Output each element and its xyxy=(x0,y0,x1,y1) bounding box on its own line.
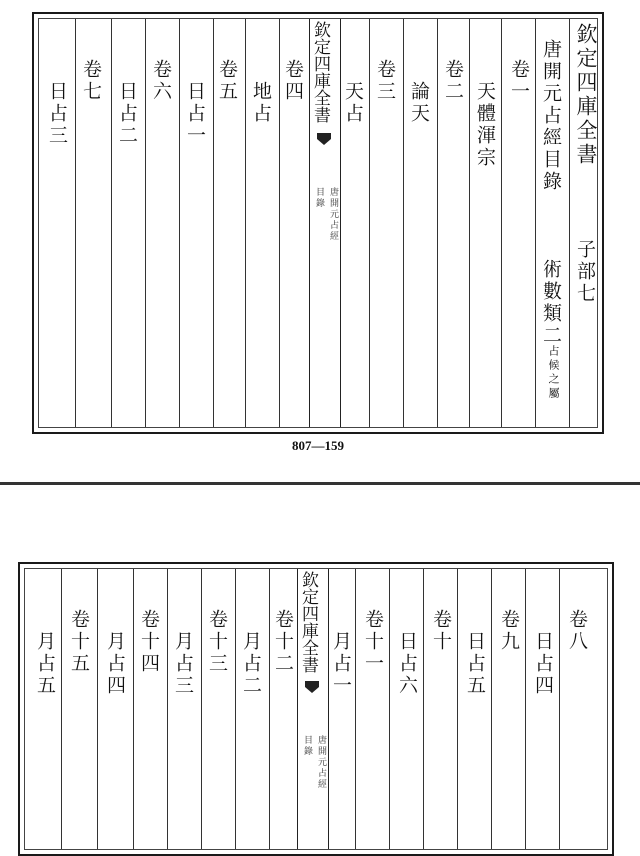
chapter-entry: 日占六 xyxy=(396,631,418,697)
chapter-heading: 卷七 xyxy=(80,59,102,103)
column-rule xyxy=(235,569,236,849)
column-rule xyxy=(201,569,202,849)
chapter-entry: 日占四 xyxy=(532,631,554,697)
chapter-entry: 月占四 xyxy=(104,631,126,697)
column-rule xyxy=(403,19,404,427)
column-rule xyxy=(389,569,390,849)
gutter-title: 唐開元占經 xyxy=(328,187,338,242)
gutter-label: 目錄 xyxy=(302,735,312,757)
chapter-entry: 天占 xyxy=(342,81,364,125)
chapter-heading: 卷十五 xyxy=(68,609,90,675)
chapter-heading: 卷四 xyxy=(282,59,304,103)
gutter-label: 目錄 xyxy=(314,187,324,209)
chapter-heading: 卷三 xyxy=(374,59,396,103)
gutter-title: 唐開元占經 xyxy=(316,735,326,790)
column-rule xyxy=(369,19,370,427)
subcategory-note: 占候之屬 xyxy=(547,345,560,401)
category-label: 子部七 xyxy=(574,239,596,305)
chapter-heading: 卷十三 xyxy=(206,609,228,675)
gutter-header: 欽定四庫全書 xyxy=(298,571,318,673)
chapter-entry: 月占二 xyxy=(240,631,262,697)
column-rule xyxy=(97,569,98,849)
chapter-heading: 卷十四 xyxy=(138,609,160,675)
column-rule xyxy=(491,569,492,849)
column-rule xyxy=(569,19,570,427)
column-rule xyxy=(61,569,62,849)
column-rule xyxy=(269,569,270,849)
chapter-entry: 日占三 xyxy=(46,81,68,147)
column-rule xyxy=(145,19,146,427)
chapter-heading: 卷九 xyxy=(498,609,520,653)
chapter-heading: 卷十 xyxy=(430,609,452,653)
page-number: 807—159 xyxy=(292,438,344,453)
column-rule xyxy=(213,19,214,427)
page-2-frame xyxy=(24,568,608,850)
column-rule xyxy=(559,569,560,849)
column-rule xyxy=(133,569,134,849)
column-rule xyxy=(75,19,76,427)
chapter-heading: 卷六 xyxy=(150,59,172,103)
column-rule xyxy=(167,569,168,849)
chapter-heading: 卷八 xyxy=(566,609,588,653)
column-rule xyxy=(111,19,112,427)
chapter-entry: 月占三 xyxy=(172,631,194,697)
chapter-heading: 卷二 xyxy=(442,59,464,103)
book-title-header: 欽定四庫全書 xyxy=(574,23,598,167)
fish-tail-mark-icon xyxy=(305,681,319,699)
chapter-heading: 卷五 xyxy=(216,59,238,103)
column-rule xyxy=(279,19,280,427)
scan-page-2 xyxy=(18,562,614,856)
chapter-entry: 日占五 xyxy=(464,631,486,697)
chapter-entry: 日占二 xyxy=(116,81,138,147)
column-rule xyxy=(501,19,502,427)
chapter-heading: 卷十一 xyxy=(362,609,384,675)
gutter-header: 欽定四庫全書 xyxy=(310,21,330,123)
work-title: 唐開元占經目錄 xyxy=(540,39,562,193)
column-rule xyxy=(423,569,424,849)
column-rule xyxy=(525,569,526,849)
chapter-entry: 地占 xyxy=(250,81,272,125)
column-rule xyxy=(457,569,458,849)
subcategory-label: 術數類二 xyxy=(540,259,562,347)
chapter-entry: 月占五 xyxy=(34,631,56,697)
scan-page-1 xyxy=(32,12,604,434)
fish-tail-mark-icon xyxy=(317,133,331,151)
chapter-entry: 論天 xyxy=(408,81,430,125)
column-rule xyxy=(437,19,438,427)
column-rule xyxy=(469,19,470,427)
chapter-heading: 卷十二 xyxy=(272,609,294,675)
chapter-entry: 月占一 xyxy=(330,631,352,697)
chapter-heading: 卷一 xyxy=(508,59,530,103)
column-rule xyxy=(179,19,180,427)
chapter-entry: 日占一 xyxy=(184,81,206,147)
page-divider xyxy=(0,482,640,485)
column-rule xyxy=(535,19,536,427)
page-1-frame xyxy=(38,18,598,428)
chapter-entry: 天體渾宗 xyxy=(474,81,496,169)
column-rule xyxy=(355,569,356,849)
column-rule xyxy=(245,19,246,427)
